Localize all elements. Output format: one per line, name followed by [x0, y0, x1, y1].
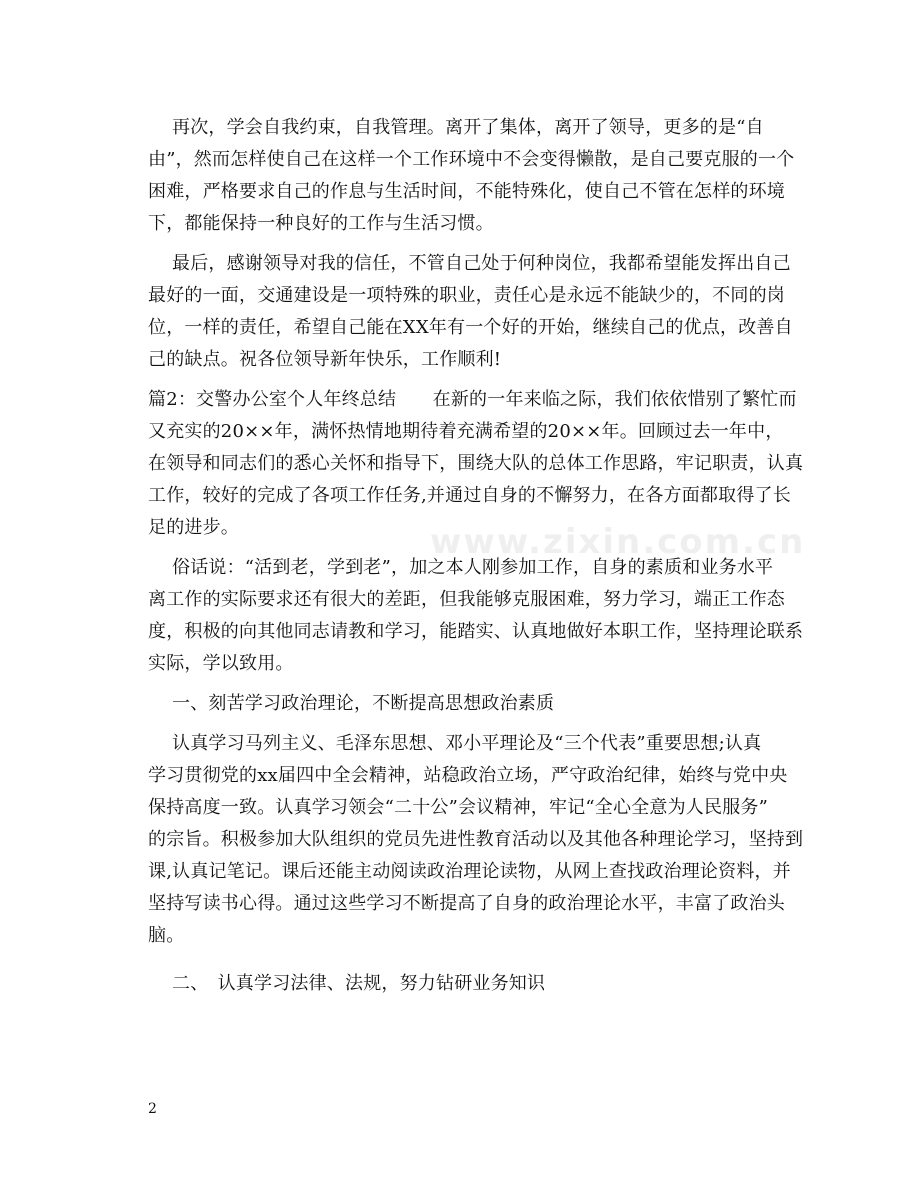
text-line: 困难，严格要求自己的作息与生活时间，不能特殊化，使自己不管在怎样的环境 [148, 181, 785, 202]
paragraph-thanks [148, 248, 793, 376]
subheading-line: 二、 认真学习法律、法规，努力钻研业务知识 [172, 973, 546, 994]
text-line: 又充实的20××年，满怀热情地期待着充满希望的20××年。回顾过去一年中， [148, 421, 784, 442]
page-number: 2 [148, 1101, 157, 1117]
text-line: 己的缺点。祝各位领导新年快乐，工作顺利! [148, 349, 502, 370]
text-line: 的宗旨。积极参加大队组织的党员先进性教育活动以及其他各种理论学习，坚持到 [148, 829, 804, 850]
paragraph-self-discipline [148, 112, 795, 240]
text-line: 由”，然而怎样使自己在这样一个工作环境中不会变得懒散，是自己要克服的一个 [148, 149, 795, 170]
text-line: 度，积极的向其他同志请教和学习，能踏实、认真地做好本职工作，坚持理论联系 [148, 621, 804, 642]
text-line: 工作，较好的完成了各项工作任务,并通过自身的不懈努力，在各方面都取得了长 [148, 485, 791, 506]
paragraph-political-study [148, 728, 804, 952]
subheading-political-theory [148, 688, 788, 720]
text-line: 学习贯彻党的xx届四中全会精神，站稳政治立场，严守政治纪律，始终与党中央 [148, 765, 788, 786]
text-line: 脑。 [148, 925, 185, 946]
text-line: 认真学习马列主义、毛泽东思想、邓小平理论及“三个代表”重要思想;认真 [172, 733, 762, 754]
text-line: 实际，学以致用。 [148, 653, 294, 674]
text-line: 最好的一面，交通建设是一项特殊的职业，责任心是永远不能缺少的，不同的岗 [148, 285, 785, 306]
watermark: www.zixin.com.cn [430, 522, 806, 562]
section-heading-line: 篇2：交警办公室个人年终总结 在新的一年来临之际，我们依依惜别了繁忙而 [148, 389, 797, 410]
text-line: 再次，学会自我约束，自我管理。离开了集体，离开了领导，更多的是“自 [172, 117, 764, 138]
subheading-line: 一、刻苦学习政治理论，不断提高思想政治素质 [172, 693, 555, 714]
text-line: 坚持写读书心得。通过这些学习不断提高了自身的政治理论水平，丰富了政治头 [148, 893, 785, 914]
text-line: 位，一样的责任，希望自己能在XX年有一个好的开始，继续自己的优点，改善自 [148, 317, 793, 338]
text-line: 最后，感谢领导对我的信任，不管自己处于何种岗位，我都希望能发挥出自己 [172, 253, 791, 274]
text-line: 保持高度一致。认真学习领会“二十公”会议精神，牢记“全心全意为人民服务” [148, 797, 769, 818]
text-line: 离工作的实际要求还有很大的差距，但我能够克服困难，努力学习，端正工作态 [148, 589, 785, 610]
text-line: 课,认真记笔记。课后还能主动阅读政治理论读物，从网上查找政治理论资料，并 [148, 861, 791, 882]
document-body [148, 112, 804, 1000]
paragraph-proverb [148, 552, 804, 680]
paragraph-part-2-intro [148, 384, 804, 544]
text-line: 下，都能保持一种良好的工作与生活习惯。 [148, 213, 494, 234]
text-line: 在领导和同志们的悉心关怀和指导下，围绕大队的总体工作思路，牢记职责，认真 [148, 453, 804, 474]
text-line: 足的进步。 [148, 517, 239, 538]
text-line: 俗话说：“活到老，学到老”，加之本人刚参加工作，自身的素质和业务水平 [172, 557, 774, 578]
subheading-law-study [148, 968, 788, 1000]
